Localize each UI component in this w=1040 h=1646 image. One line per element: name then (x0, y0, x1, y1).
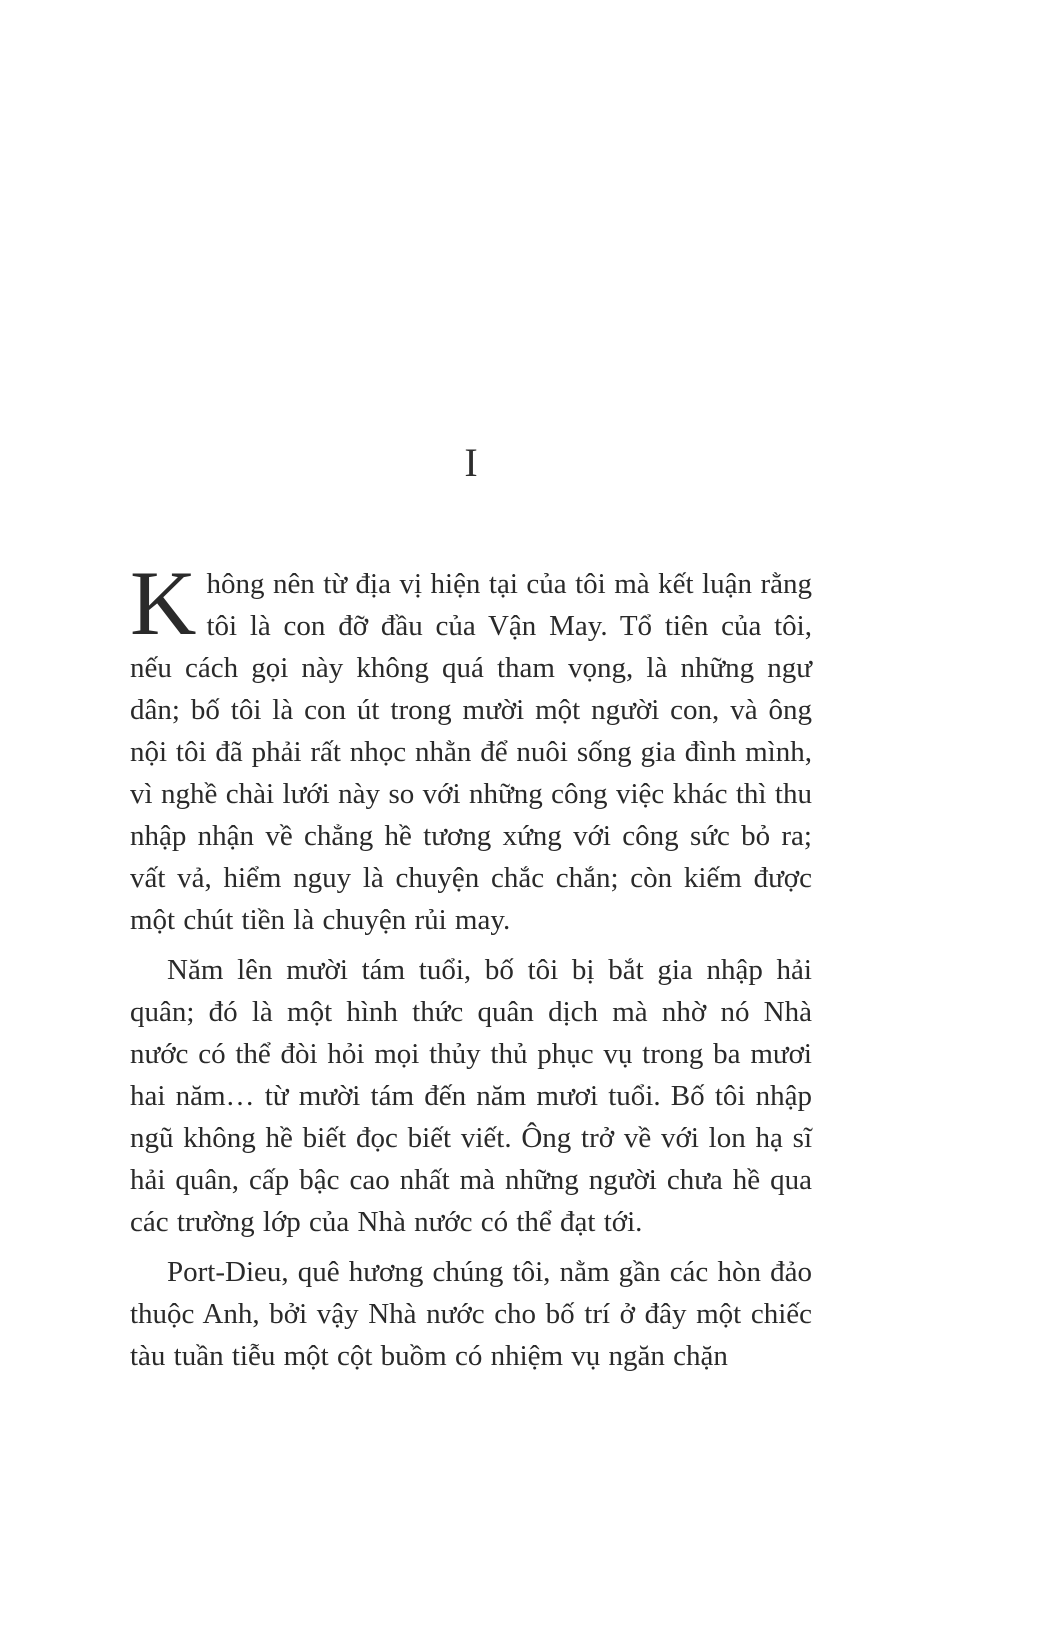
drop-cap: K (130, 552, 197, 654)
chapter-number: I (464, 440, 478, 485)
body-text (130, 552, 812, 1377)
paragraph (130, 552, 812, 941)
paragraph: Năm lên mười tám tuổi, bố tôi bị bắt gia nhập hải quân; đó là một hình thức quân dịch mà nhờ nó Nhà nước có thể đòi hỏi mọi thủy thủ phục vụ trong ba mươi hai năm… từ mười tám đến năm mươi tuổi. Bố tôi nhập ngũ không hề biết đọc biết viết. Ông trở về với lon hạ sĩ hải quân, cấp bậc cao nhất mà những người chưa hề qua các trường lớp của Nhà nước có thể đạt tới. (130, 954, 812, 1238)
paragraph: Port-Dieu, quê hương chúng tôi, nằm gần các hòn đảo thuộc Anh, bởi vậy Nhà nước cho bố trí ở đây một chiếc tàu tuần tiễu một cột buồm có nhiệm vụ ngăn chặn (130, 1256, 812, 1372)
paragraph-text: hông nên từ địa vị hiện tại của tôi mà kết luận rằng tôi là con đỡ đầu của Vận May. Tổ tiên của tôi, nếu cách gọi này không quá tham vọng, là những ngư dân; bố tôi là con út trong mười một người con, và ông nội tôi đã phải rất nhọc nhằn để nuôi sống gia đình mình, vì nghề chài lưới này so với những công việc khác thì thu nhập nhận về chẳng hề tương xứng với công sức bỏ ra; vất vả, hiểm nguy là chuyện chắc chắn; còn kiếm được một chút tiền là chuyện rủi may. (130, 568, 812, 936)
